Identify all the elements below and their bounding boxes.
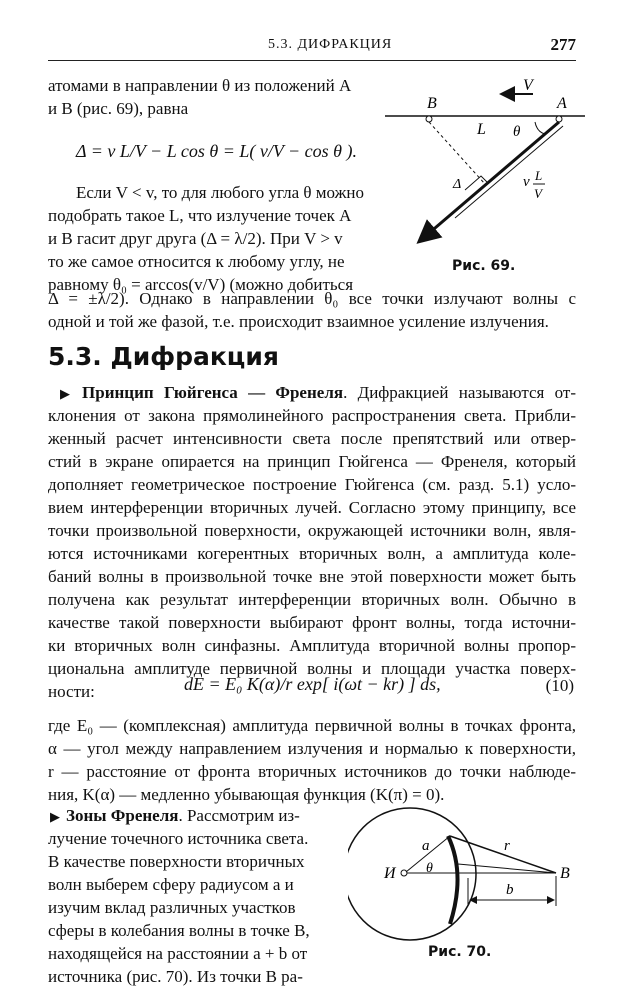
para1-line-3: и B гасит друг друга (Δ = λ/2). При V > v <box>48 229 343 248</box>
formula-10: dE = E₀ K(α)/r exp[ i(ωt − kr) ] ds, <box>184 674 441 694</box>
where-line-3: r — расстояние от фронта вторичных источников до точки наблюде- <box>48 762 576 781</box>
fresnel-line-5: изучим вклад различных участков <box>48 898 296 917</box>
fresnel-line-1-text: . Рассмотрим из- <box>178 806 300 825</box>
fig69-label-A: A <box>557 95 567 112</box>
section-heading: 5.3. Дифракция <box>48 342 279 371</box>
fig69-label-theta: θ <box>513 124 521 140</box>
huygens-line-1 <box>60 381 576 405</box>
fresnel-line-4: волн выберем сферу радиусом a и <box>48 875 294 894</box>
fig69-label-V: V <box>523 78 533 94</box>
para1-line-2: подобрать такое L, что излучение точек A <box>48 206 352 225</box>
ray-r <box>450 836 556 873</box>
fresnel-zone-arc <box>448 836 458 924</box>
figure-70-diagram <box>348 806 580 956</box>
formula-delta: Δ = v L/V − L cos θ = L( v/V − cos θ ). <box>76 141 358 161</box>
fig69-label-B: B <box>427 95 437 112</box>
huygens-line-2: клонения от закона прямолинейного распространения света. Прибли- <box>48 406 576 425</box>
fresnel-line-3: В качестве поверхности вторичных <box>48 852 305 871</box>
huygens-line-5: дополняет геометрическое построение Гюйгенса (см. разд. 5.1) усло- <box>48 475 576 494</box>
point-A <box>556 116 562 122</box>
huygens-line-11: качестве такой поверхности выбирают фронт волны, тогда источни- <box>48 613 576 632</box>
fig69-label-vL-num: L <box>535 168 543 183</box>
fresnel-line-1 <box>50 804 300 828</box>
huygens-line-3: женный расчет интенсивности света после препятствий или отвер- <box>48 429 576 448</box>
huygens-line-1-text: . Дифракцией называются от- <box>343 383 576 402</box>
huygens-line-7: точки произвольной поверхности, окружающей источники волн, явля- <box>48 521 576 540</box>
point-B <box>426 116 432 122</box>
theta-arc <box>535 122 545 134</box>
intro-line-1: атомами в направлении θ из положений A <box>48 76 352 95</box>
huygens-line-8: ются источниками когерентных вторичных волн, а амплитуда коле- <box>48 544 576 563</box>
figure-69-caption: Рис. 69. <box>452 258 516 274</box>
huygens-line-10: получена как результат интерференции вторичных волн. Обычно в <box>48 590 576 609</box>
figure-69-diagram <box>385 78 585 260</box>
fig70-label-B: B <box>560 865 570 882</box>
huygens-line-6: вием интерференции вторичных лучей. Согласно этому принципу, все <box>48 498 576 517</box>
para1-line-1: Если V < v, то для любого угла θ можно <box>76 183 364 202</box>
intro-line-2: и B (рис. 69), равна <box>48 99 189 118</box>
page-number: 277 <box>550 35 576 54</box>
fig69-label-delta: Δ <box>453 177 462 192</box>
where-line-1: где E₀ — (комплексная) амплитуда первичной волны в точках фронта, <box>48 716 576 735</box>
huygens-line-14: ности: <box>48 682 95 701</box>
para1-line-5: равному θ₀ = arccos(v/V) (можно добиться <box>48 275 354 294</box>
vL-bracket <box>455 126 563 218</box>
header-section-title: 5.3. ДИФРАКЦИЯ <box>268 37 393 52</box>
huygens-title: Принцип Гюйгенса — Френеля <box>82 383 344 402</box>
huygens-line-9: баний волны в произвольной точке вне этой поверхности может быть <box>48 567 576 586</box>
where-line-2: α — угол между направлением излучения и нормалью к поверхности, <box>48 739 576 758</box>
bullet-icon-2: ▶ <box>50 809 60 824</box>
fig69-label-v: v <box>523 174 530 190</box>
fresnel-line-2: лучение точечного источника света. <box>48 829 309 848</box>
fig70-label-a: a <box>422 838 430 854</box>
running-header <box>48 36 576 61</box>
fig69-label-L: L <box>477 121 486 138</box>
where-line-4: ния, K(α) — медленно убывающая функция (K(π) = 0). <box>48 785 445 804</box>
fig70-label-I: И <box>384 865 396 882</box>
para1-full-line-1: Δ = ±λ/2). Однако в направлении θ₀ все точки излучают волны с <box>48 289 576 308</box>
source-point <box>401 870 407 876</box>
bullet-icon: ▶ <box>60 386 77 401</box>
huygens-line-12: ки вторичных волн синфазны. Амплитуда вторичной волны пропор- <box>48 636 576 655</box>
figure-70-caption: Рис. 70. <box>428 944 492 960</box>
fig70-label-b: b <box>506 882 514 898</box>
huygens-line-4: стий в экране опирается на принцип Гюйгенса — Френеля, который <box>48 452 576 471</box>
fig70-label-r: r <box>504 838 510 854</box>
equation-number-10: (10) <box>545 676 574 695</box>
fig69-label-vL-den: V <box>534 186 542 201</box>
huygens-line-13: циональна амплитуде первичной волны и площади участка поверх- <box>48 659 576 678</box>
fresnel-line-7: находящейся на расстоянии a + b от <box>48 944 308 963</box>
fresnel-line-8: источника (рис. 70). Из точки B ра- <box>48 967 303 986</box>
para1-full-line-2: одной и той же фазой, т.е. происходит взаимное усиление излучения. <box>48 312 549 331</box>
fresnel-line-6: сферы в колебания волны в точке B, <box>48 921 310 940</box>
fresnel-title: Зоны Френеля <box>66 806 179 825</box>
para1-line-4: то же самое относится к любому углу, не <box>48 252 345 271</box>
fig70-label-theta: θ <box>426 861 433 876</box>
